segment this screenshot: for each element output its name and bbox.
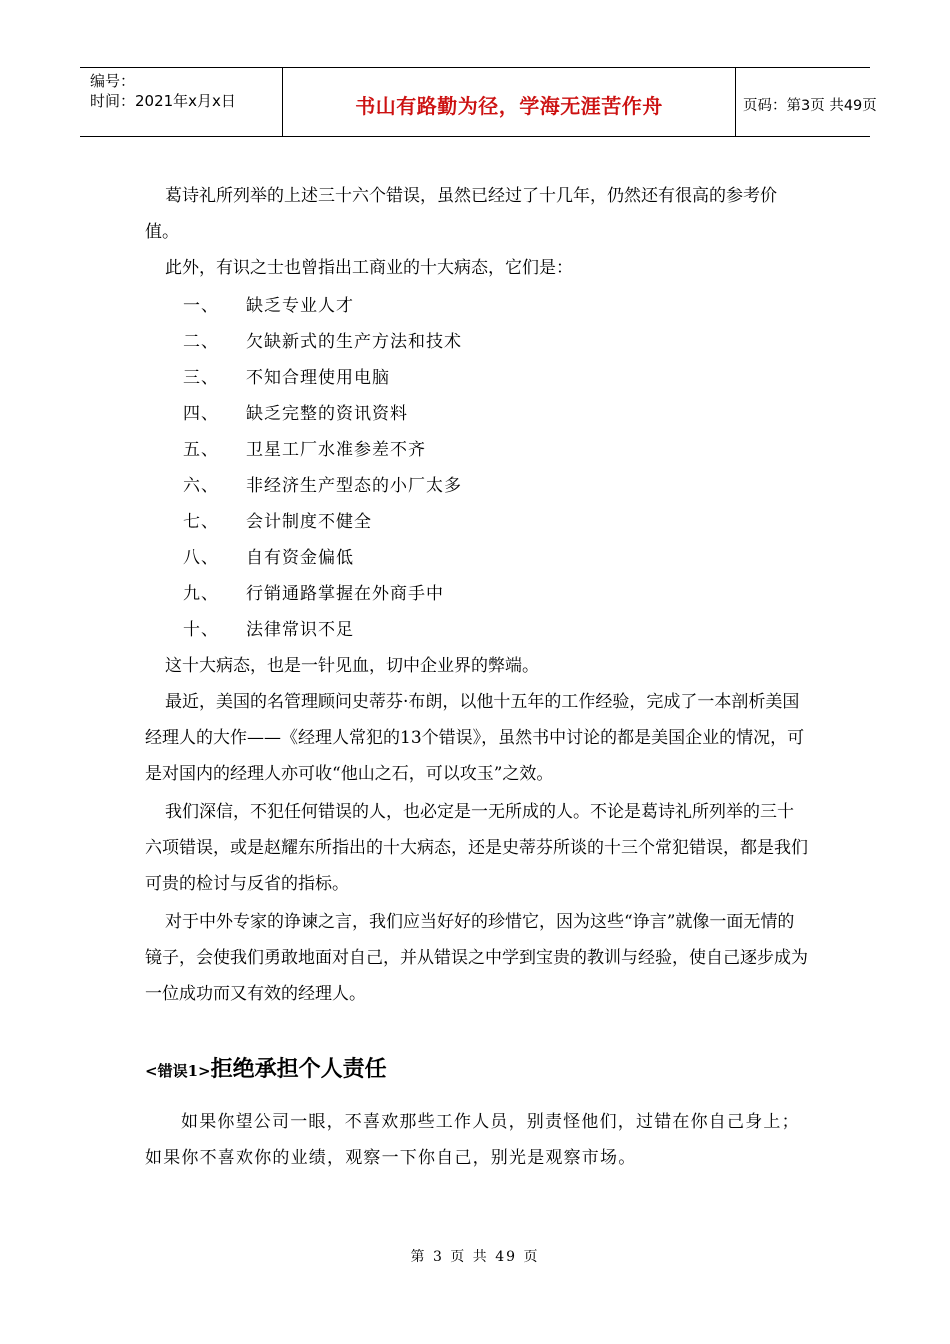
- header-middle-cell: [282, 68, 736, 136]
- paragraph: 对于中外专家的诤谏之言，我们应当好好的珍惜它，因为这些“诤言”就像一面无情的镜子，会使我们勇敢地面对自己，并从错误之中学到宝贵的教训与经验，使自己逐步成为一位成功而又有效的经理人。: [145, 912, 808, 1004]
- list-item: 五、 卫星工厂水准参差不齐: [183, 440, 426, 460]
- section-title: 拒绝承担个人责任: [210, 1057, 387, 1082]
- page-header: [80, 67, 877, 137]
- header-left-cell: [80, 68, 282, 136]
- page-footer: 第 3 页 共 49 页: [410, 1249, 540, 1265]
- quote-paragraph: 如果你望公司一眼，不喜欢那些工作人员，别责怪他们，过错在你自己身上；如果你不喜欢你的业绩，观察一下你自己，别光是观察市场。: [145, 1112, 800, 1168]
- paragraph: 最近，美国的名管理顾问史蒂芬·布朗，以他十五年的工作经验，完成了一本剖析美国经理人的大作——《经理人常犯的13个错误》，虽然书中讨论的都是美国企业的情况，可是对国内的经理人亦可收“他山之石，可以攻玉”之效。: [145, 692, 805, 784]
- section-heading: [145, 1052, 387, 1083]
- list-item: 三、 不知合理使用电脑: [183, 368, 390, 388]
- list-item: 九、 行销通路掌握在外商手中: [183, 584, 444, 604]
- list-item: 七、 会计制度不健全: [183, 512, 372, 532]
- header-right-cell: [735, 68, 877, 136]
- list-item: 二、 欠缺新式的生产方法和技术: [183, 332, 462, 352]
- list-item: 八、 自有资金偏低: [183, 548, 354, 568]
- paragraph: 这十大病态，也是一针见血，切中企业界的弊端。: [165, 656, 539, 676]
- paragraph: 葛诗礼所列举的上述三十六个错误，虽然已经过了十几年，仍然还有很高的参考价值。: [145, 186, 777, 242]
- list-item: 一、 缺乏专业人才: [183, 296, 354, 316]
- paragraph: 此外，有识之士也曾指出工商业的十大病态，它们是：: [165, 258, 573, 278]
- number-label: 编号：: [90, 72, 136, 90]
- list-item: 六、 非经济生产型态的小厂太多: [183, 476, 462, 496]
- list-item: 四、 缺乏完整的资讯资料: [183, 404, 408, 424]
- page-info: 页码：第3页 共49页: [743, 98, 877, 114]
- list-item: 十、 法律常识不足: [183, 620, 354, 640]
- motto: 书山有路勤为径，学海无涯苦作舟: [355, 94, 663, 118]
- section-tag: <错误1>: [145, 1062, 211, 1080]
- time-label: 时间：2021年x月x日: [90, 92, 236, 110]
- paragraph: 我们深信，不犯任何错误的人，也必定是一无所成的人。不论是葛诗礼所列举的三十六项错误，或是赵耀东所指出的十大病态，还是史蒂芬所谈的十三个常犯错误，都是我们可贵的检讨与反省的指标。: [145, 802, 808, 894]
